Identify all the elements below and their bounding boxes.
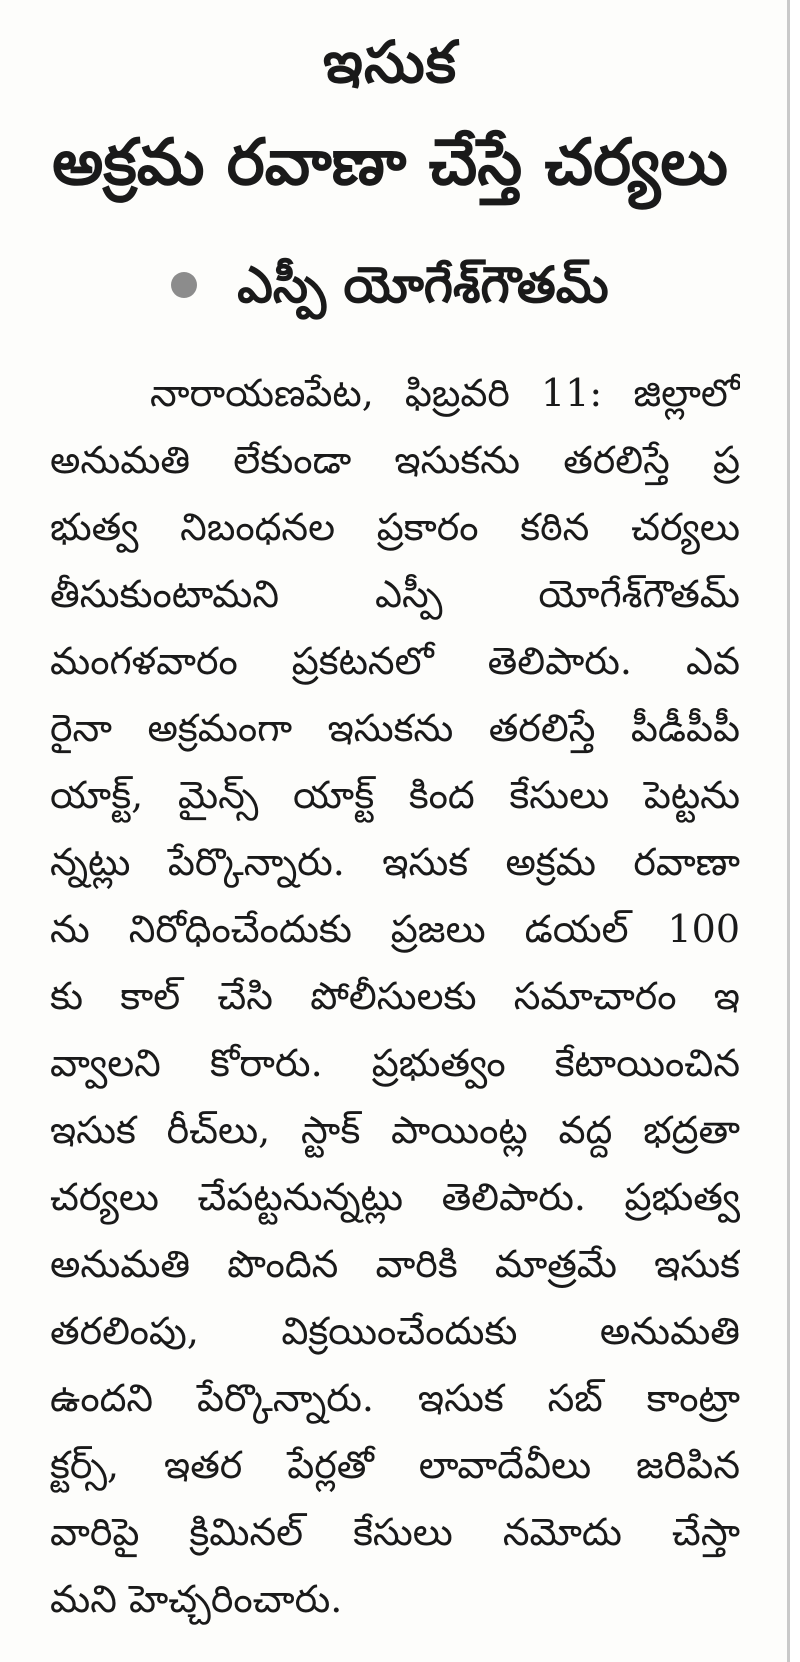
article-body [50, 360, 740, 1633]
bullet-dot-icon [171, 272, 197, 298]
body-line: భుత్వ నిబంధనల ప్రకారం కఠిన చర్యలు [50, 505, 740, 549]
body-line: మని హెచ్చరించారు. [50, 1577, 343, 1621]
body-line: తీసుకుంటామని ఎస్పీ యోగేశ్‌గౌతమ్ [50, 572, 740, 616]
body-line: అనుమతి లేకుండా ఇసుకను తరలిస్తే ప్ర [50, 438, 740, 482]
body-line: అనుమతి పొందిన వారికి మాత్రమే ఇసుక [50, 1242, 740, 1286]
body-line: చర్యలు చేపట్టనున్నట్లు తెలిపారు. ప్రభుత్వ [50, 1175, 740, 1219]
article-byline [0, 255, 780, 315]
body-line: వారిపై క్రిమినల్ కేసులు నమోదు చేస్తా [50, 1510, 740, 1554]
body-line: వ్వాలని కోరారు. ప్రభుత్వం కేటాయించిన [50, 1041, 740, 1085]
body-line: రైనా అక్రమంగా ఇసుకను తరలిస్తే పీడీపీపీ [50, 706, 740, 750]
body-line: ను నిరోధించేందుకు ప్రజలు డయల్ 100 [50, 907, 740, 951]
body-line: న్నట్లు పేర్కొన్నారు. ఇసుక అక్రమ రవాణా [50, 840, 740, 884]
body-line: క్టర్స్, ఇతర పేర్లతో లావాదేవీలు జరిపిన [50, 1443, 740, 1487]
body-line: నారాయణపేట, ఫిబ్రవరి 11: జిల్లాలో [150, 371, 740, 415]
body-line: యాక్ట్, మైన్స్ యాక్ట్ కింద కేసులు పెట్టను [50, 773, 740, 817]
article-kicker: ఇసుక [322, 28, 458, 96]
body-line: మంగళవారం ప్రకటనలో తెలిపారు. ఎవ [50, 639, 740, 683]
byline-text: ఎస్పీ యోగేశ్‌గౌతమ్ [237, 256, 609, 314]
body-line: ఉందని పేర్కొన్నారు. ఇసుక సబ్ కాంట్రా [50, 1376, 740, 1420]
body-line: ఇసుక రీచ్‌లు, స్టాక్ పాయింట్ల వద్ద భద్రతా [50, 1108, 740, 1152]
article-headline: అక్రమ రవాణా చేస్తే చర్యలు [52, 126, 728, 200]
body-line: తరలింపు, విక్రయించేందుకు అనుమతి [50, 1309, 740, 1353]
body-line: కు కాల్ చేసి పోలీసులకు సమాచారం ఇ [50, 974, 740, 1018]
